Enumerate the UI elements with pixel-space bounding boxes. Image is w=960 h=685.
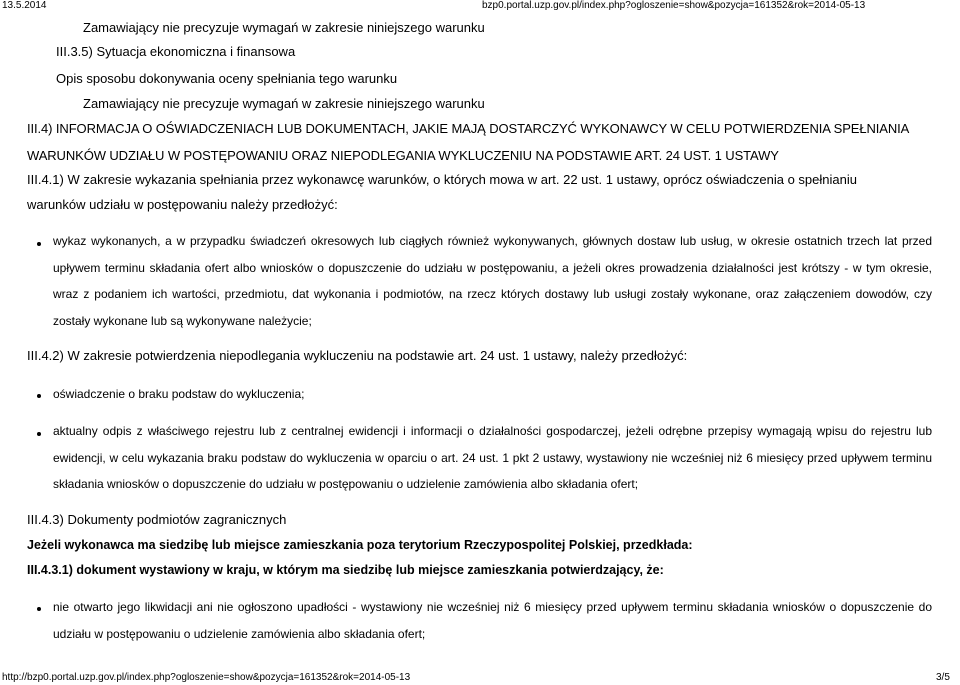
print-date: 13.5.2014: [2, 0, 47, 11]
subsection-heading: III.4.1) W zakresie wykazania spełniania przez wykonawcę warunków, o których mowa w art. 22 ust. 1 ustawy, oprócz oświadczenia o spełnianiu: [27, 172, 857, 187]
header-url: bzp0.portal.uzp.gov.pl/index.php?ogloszenie=show&pozycja=161352&rok=2014-05-13: [482, 0, 866, 11]
section-heading: III.3.5) Sytuacja ekonomiczna i finansowa: [56, 44, 296, 59]
bullet-marker: [37, 242, 41, 246]
list-item: nie otwarto jego likwidacji ani nie ogłoszono upadłości - wystawiony nie wcześniej niż 6 miesięcy przed upływem terminu składania wniosków o dopuszczenie do udziału w postępowaniu o udzielenie zamówienia albo składania ofert;: [53, 600, 932, 641]
foreign-document-heading: III.4.3.1) dokument wystawiony w kraju, w którym ma siedzibę lub miejsce zamieszkania potwierdzający, że:: [27, 563, 664, 577]
list-item: wykaz wykonanych, a w przypadku świadczeń okresowych lub ciągłych również wykonywanych, głównych dostaw lub usług, w okresie ostatnich trzech lat przed upływem terminu składania ofert albo wniosków o dopuszczenie do udziału w postępowaniu, a jeżeli okres prowadzenia działalności jest krótszy - w tym okresie, wraz z podaniem ich wartości, przedmiotu, dat wykonania i podmiotów, na rzecz których dostawy lub usługi zostały wykonane, oraz załączeniem dowodów, czy zostały wykonane lub są wykonywane należycie;: [53, 234, 932, 328]
foreign-entity-heading: Jeżeli wykonawca ma siedzibę lub miejsce zamieszkania poza terytorium Rzeczypospolitej Polskiej, przedkłada:: [27, 538, 693, 552]
subsection-heading: III.4.3) Dokumenty podmiotów zagranicznych: [27, 512, 287, 527]
list-item: aktualny odpis z właściwego rejestru lub z centralnej ewidencji i informacji o działalności gospodarczej, jeżeli odrębne przepisy wymagają wpisu do rejestru lub ewidencji, w celu wykazania braku podstaw do wykluczenia w oparciu o art. 24 ust. 1 pkt 2 ustawy, wystawiony nie wcześniej niż 6 miesięcy przed upływem terminu składania wniosków o dopuszczenie do udziału w postępowaniu o udzielenie zamówienia albo składania ofert;: [53, 424, 932, 491]
bullet-marker: [37, 607, 41, 611]
subsection-heading-continued: warunków udziału w postępowaniu należy przedłożyć:: [27, 197, 338, 212]
subsection-heading: III.4.2) W zakresie potwierdzenia niepodlegania wykluczeniu na podstawie art. 24 ust. 1 ustawy, należy przedłożyć:: [27, 348, 688, 363]
list-item: oświadczenie o braku podstaw do wykluczenia;: [53, 387, 305, 401]
section-heading: III.4) INFORMACJA O OŚWIADCZENIACH LUB DOKUMENTACH, JAKIE MAJĄ DOSTARCZYĆ WYKONAWCY W CELU POTWIERDZENIA SPEŁNIANIA: [27, 121, 910, 136]
section-subheading: Opis sposobu dokonywania oceny spełniania tego warunku: [56, 71, 398, 86]
requirement-note: Zamawiający nie precyzuje wymagań w zakresie niniejszego warunku: [83, 96, 485, 111]
requirement-note: Zamawiający nie precyzuje wymagań w zakresie niniejszego warunku: [83, 20, 485, 35]
footer-url-link[interactable]: http://bzp0.portal.uzp.gov.pl/index.php?ogloszenie=show&pozycja=161352&rok=2014-05-13: [2, 672, 411, 683]
bullet-marker: [37, 394, 41, 398]
page-number: 3/5: [936, 672, 950, 683]
section-heading-continued: WARUNKÓW UDZIAŁU W POSTĘPOWANIU ORAZ NIEPODLEGANIA WYKLUCZENIU NA PODSTAWIE ART. 24 UST. 1 USTAWY: [27, 148, 779, 163]
bullet-marker: [37, 432, 41, 436]
